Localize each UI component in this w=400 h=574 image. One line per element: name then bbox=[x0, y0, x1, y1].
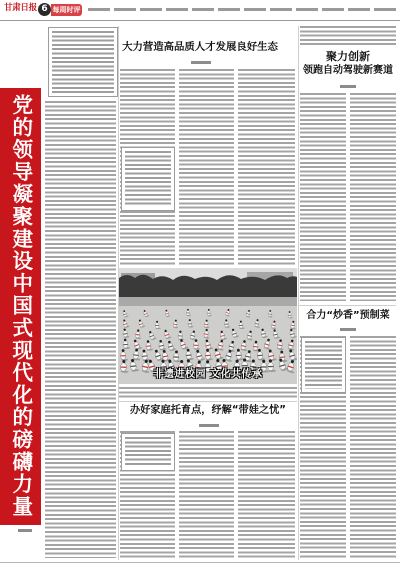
left-column-text bbox=[45, 101, 116, 558]
section-label: 每周时评 bbox=[51, 4, 82, 16]
prepared-food-sidebar-box bbox=[301, 337, 346, 393]
talent-headline: 大力营造高品质人才发展良好生态 bbox=[122, 41, 278, 53]
photo-tree-line bbox=[119, 275, 297, 298]
header-editor-info bbox=[88, 8, 396, 11]
talent-sidebar-text bbox=[125, 151, 171, 207]
childcare-sidebar-box bbox=[121, 433, 175, 471]
childcare-byline bbox=[199, 424, 219, 427]
talent-text-col-2 bbox=[179, 69, 234, 265]
photo-track bbox=[119, 297, 297, 306]
talent-byline bbox=[191, 61, 211, 64]
photo-caption-text bbox=[119, 387, 297, 398]
newspaper-logo: 甘肃日报 bbox=[4, 3, 37, 13]
header-divider bbox=[0, 20, 400, 21]
prepared-food-text-col-2 bbox=[350, 336, 396, 558]
driving-text-col-2 bbox=[350, 93, 396, 301]
section-rule bbox=[119, 401, 297, 402]
banner-byline bbox=[18, 529, 32, 532]
column-rule bbox=[298, 26, 299, 560]
childcare-headline: 办好家庭托育点，纾解“带娃之忧” bbox=[129, 405, 286, 416]
footer-rule bbox=[0, 562, 400, 563]
talent-sidebar-box bbox=[121, 147, 175, 211]
commentary-banner bbox=[0, 88, 41, 525]
right-top-text bbox=[300, 26, 396, 46]
photo-overlay-caption: 非遗进校园 文化共传承 bbox=[153, 369, 263, 380]
driving-byline bbox=[340, 85, 356, 88]
childcare-sidebar-text bbox=[125, 437, 171, 467]
prepared-food-headline: 合力“炒香”预制菜 bbox=[306, 310, 390, 321]
banner-title: 党的领导凝聚建设中国式现代化的磅礴力量 bbox=[8, 94, 33, 518]
childcare-text-col-2 bbox=[179, 431, 234, 558]
intro-text bbox=[52, 31, 114, 93]
driving-headline-line-2: 领跑自动驾驶新赛道 bbox=[303, 65, 393, 76]
driving-text-col-1 bbox=[300, 93, 346, 301]
photo-image bbox=[119, 268, 297, 384]
page-number-badge: 6 bbox=[38, 3, 51, 16]
prepared-food-sidebar-text bbox=[305, 341, 342, 389]
news-photo bbox=[119, 268, 297, 384]
childcare-text-col-3 bbox=[238, 431, 295, 558]
intro-box bbox=[48, 27, 118, 97]
driving-headline-line-1: 聚力创新 bbox=[326, 50, 370, 63]
talent-text-col-3 bbox=[238, 69, 295, 265]
prepared-food-byline bbox=[340, 328, 356, 331]
section-rule bbox=[299, 305, 396, 306]
